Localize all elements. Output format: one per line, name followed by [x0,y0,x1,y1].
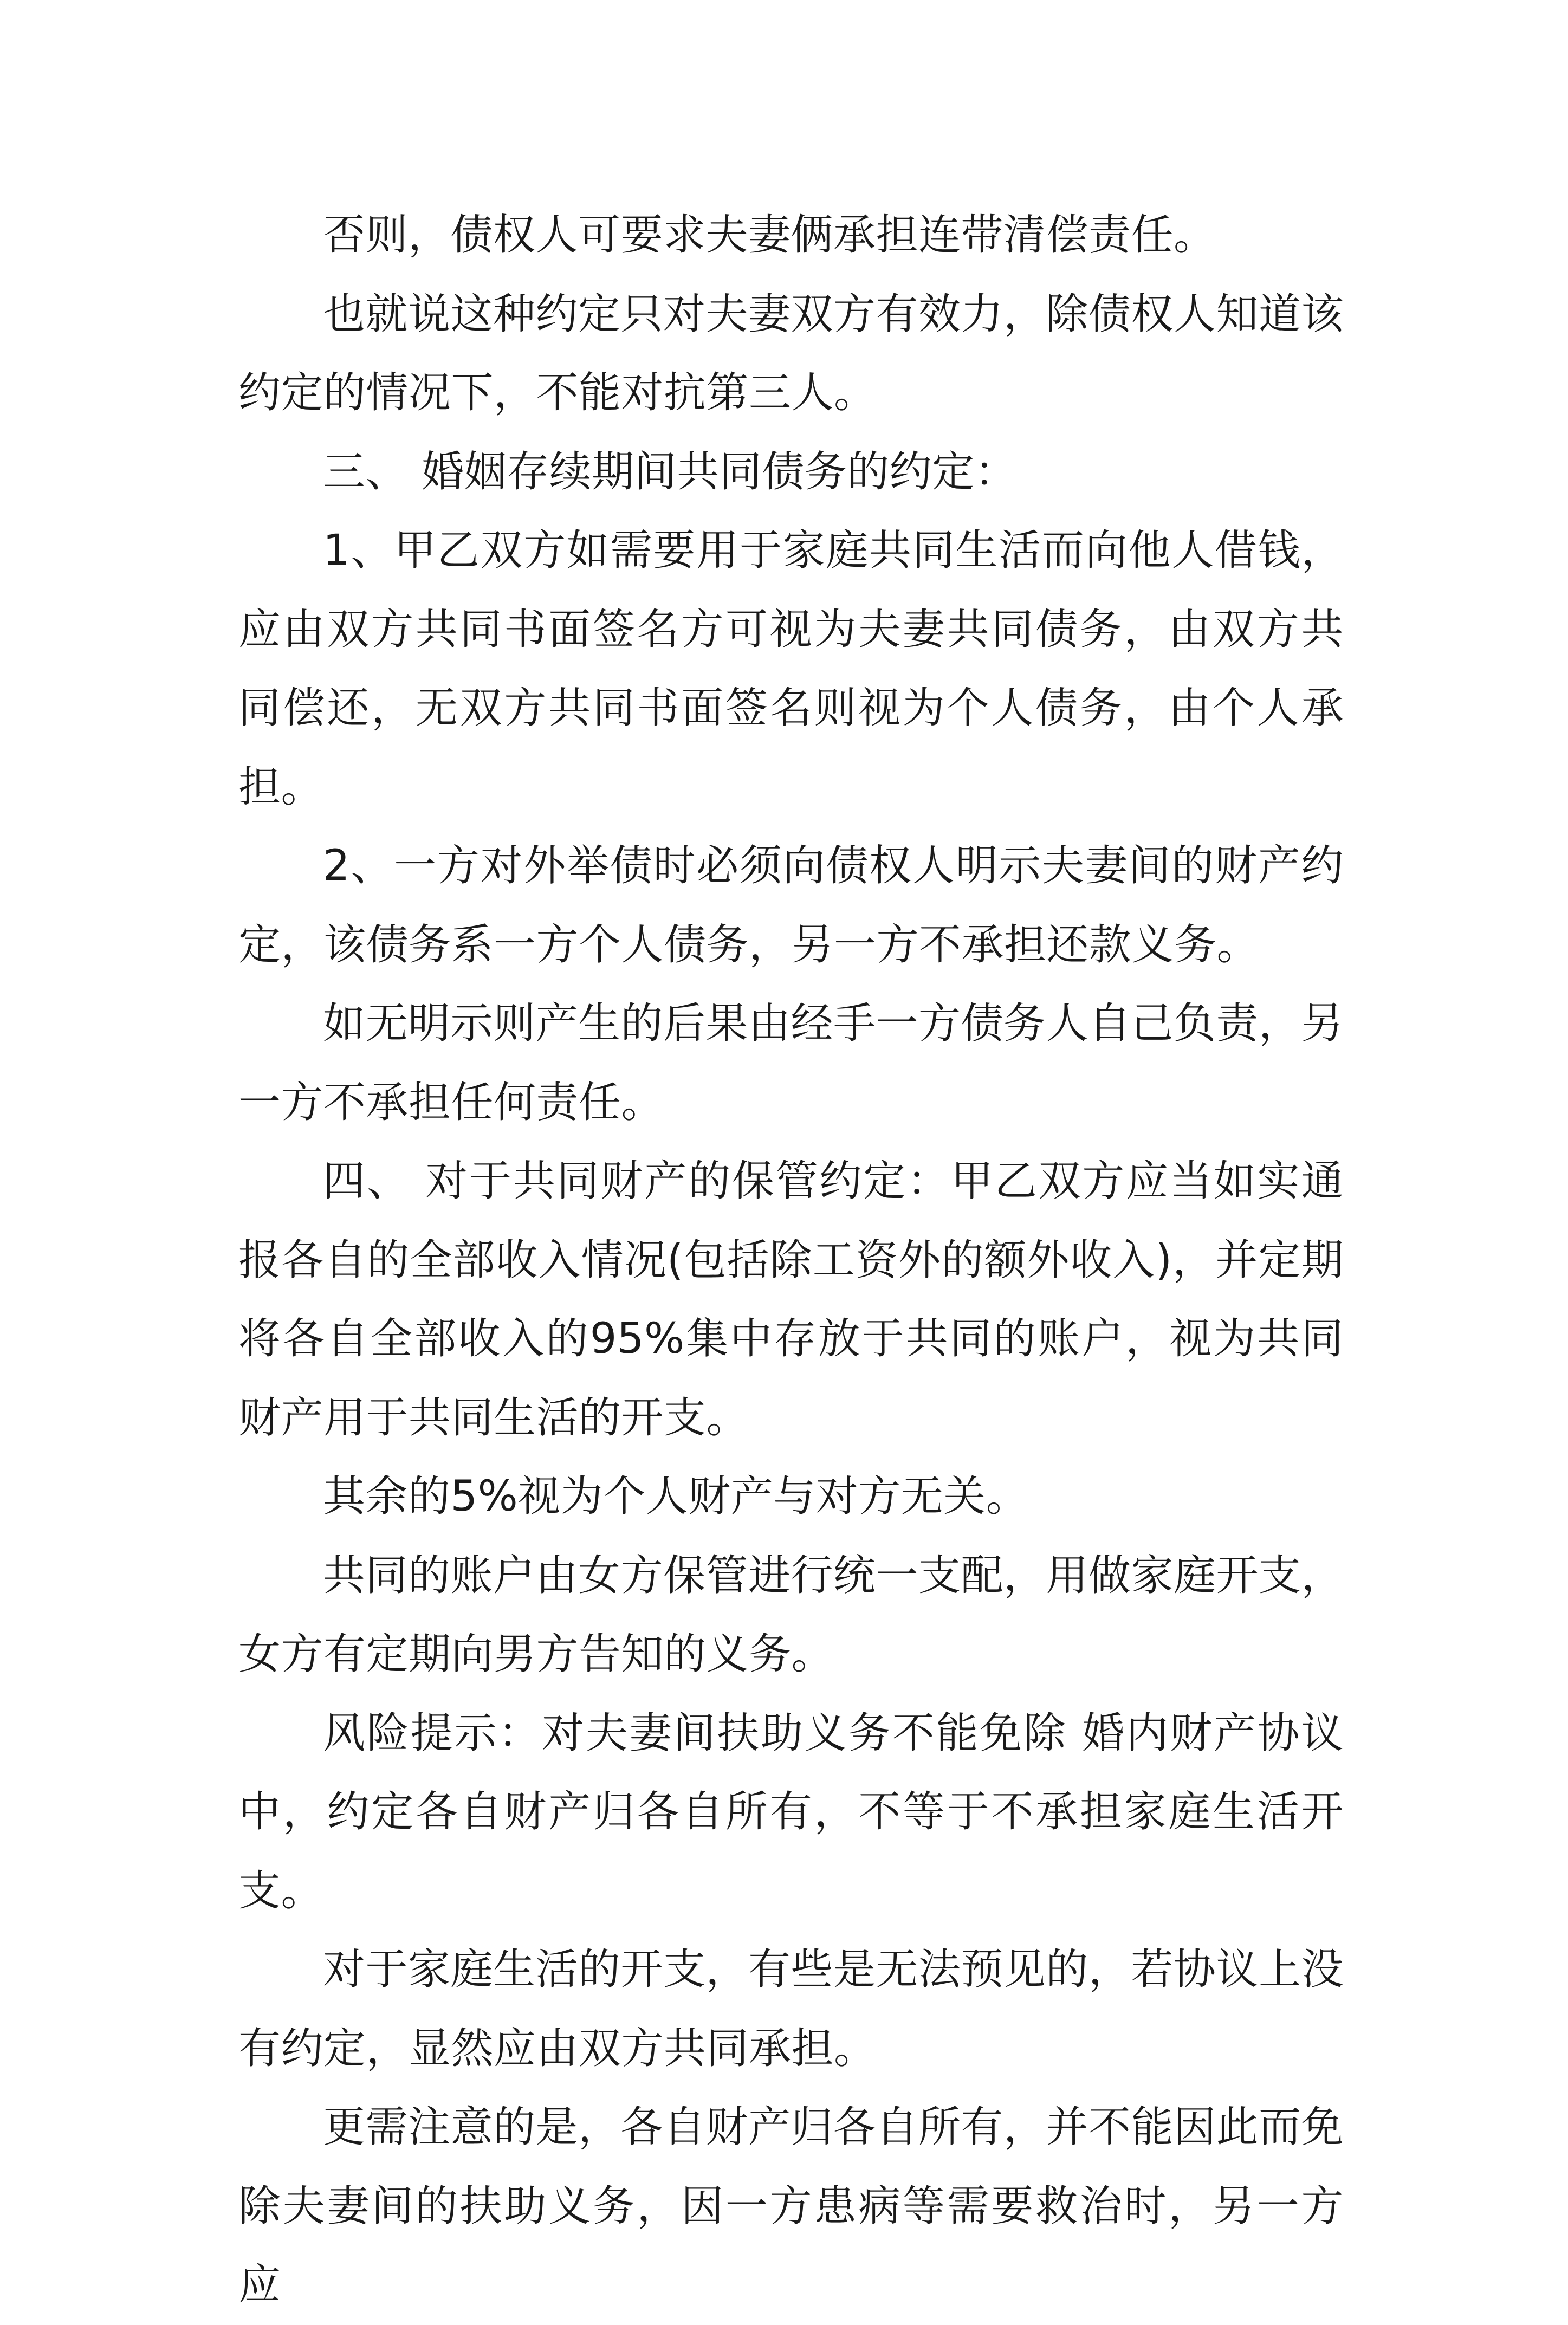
paragraph-3: 三、 婚姻存续期间共同债务的约定： [323,447,1018,496]
paragraph-12: 更需注意的是，各自财产归各自所有，并不能因此而免除夫妻间的扶助义务，因一方患病等需要救治时，另一方应 [238,2103,1344,2309]
paragraph-1: 否则，债权人可要求夫妻俩承担连带清偿责任。 [323,211,1216,260]
paragraph-10: 风险提示：对夫妻间扶助义务不能免除 婚内财产协议中，约定各自财产归各自所有，不等于不承担家庭生活开支。 [238,1708,1344,1915]
paragraph-4: 1、甲乙双方如需要用于家庭共同生活而向他人借钱，应由双方共同书面签名方可视为夫妻共同债务，由双方共同偿还，无双方共同书面签名则视为个人债务，由个人承担。 [238,526,1344,812]
document-body [238,196,1344,2325]
paragraph-2: 也就说这种约定只对夫妻双方有效力，除债权人知道该约定的情况下，不能对抗第三人。 [238,289,1344,417]
paragraph-9: 共同的账户由女方保管进行统一支配，用做家庭开支，女方有定期向男方告知的义务。 [238,1551,1344,1679]
paragraph-6: 如无明示则产生的后果由经手一方债务人自己负责，另一方不承担任何责任。 [238,999,1344,1127]
paragraph-8: 其余的5%视为个人财产与对方无关。 [323,1472,1029,1521]
paragraph-5: 2、一方对外举债时必须向债权人明示夫妻间的财产约定，该债务系一方个人债务，另一方不承担还款义务。 [238,841,1344,969]
paragraph-7: 四、 对于共同财产的保管约定：甲乙双方应当如实通报各自的全部收入情况(包括除工资外的额外收入)，并定期将各自全部收入的95%集中存放于共同的账户，视为共同财产用于共同生活的开支。 [238,1157,1344,1442]
paragraph-11: 对于家庭生活的开支，有些是无法预见的，若协议上没有约定，显然应由双方共同承担。 [238,1945,1344,2073]
